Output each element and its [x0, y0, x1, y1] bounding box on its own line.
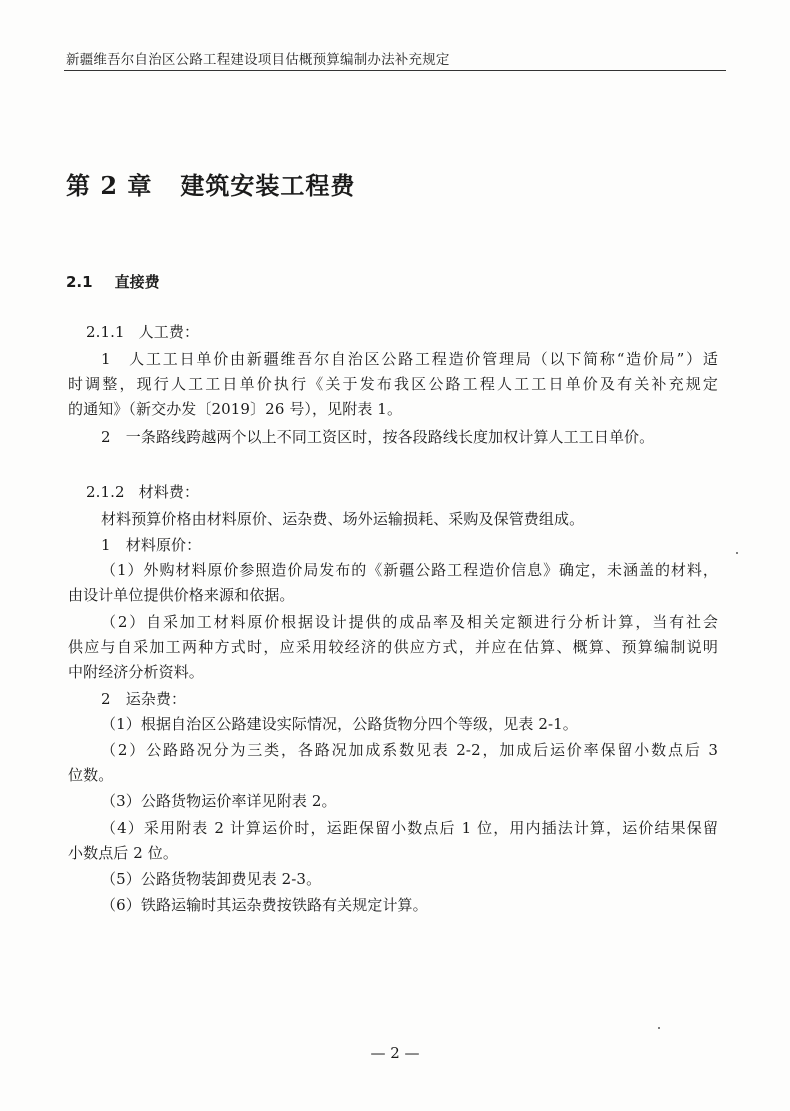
paragraph-line: 小数点后 2 位。	[68, 844, 178, 862]
paragraph-line: （5）公路货物装卸费见表 2-3。	[101, 870, 322, 888]
paragraph-line: 材料预算价格由材料原价、运杂费、场外运输损耗、采购及保管费组成。	[101, 510, 585, 528]
subsection-heading-materials	[86, 482, 199, 502]
section-heading	[66, 271, 160, 292]
paragraph-line: 的通知》（新交办发〔2019〕26 号），见附表 1。	[68, 400, 403, 418]
page-number: — 2 —	[370, 1044, 420, 1062]
paragraph-line: （2）自采加工材料原价根据设计提供的成品率及相关定额进行分析计算，当有社会	[101, 613, 718, 631]
subsection-number: 2.1.2	[86, 483, 125, 501]
paragraph-line: （6）铁路运输时其运杂费按铁路有关规定计算。	[101, 896, 428, 914]
paragraph-line: 位数。	[68, 766, 114, 784]
chapter-number: 第 2 章	[66, 171, 153, 200]
paragraph-line: （3）公路货物运价率详见附表 2。	[101, 792, 337, 810]
scan-speck	[736, 552, 738, 554]
subsection-name: 人工费：	[138, 323, 200, 341]
paragraph-line: 中附经济分析资料。	[68, 663, 204, 681]
chapter-title	[66, 166, 355, 201]
paragraph-line: 时调整，现行人工工日单价执行《关于发布我区公路工程人工工日单价及有关补充规定	[68, 375, 718, 393]
paragraph-line: （4）采用附表 2 计算运价时，运距保留小数点后 1 位，用内插法计算，运价结果保留	[101, 819, 718, 837]
section-name: 直接费	[114, 273, 160, 291]
paragraph-line: （2）公路路况分为三类，各路况加成系数见表 2-2，加成后运价率保留小数点后 3	[101, 741, 718, 759]
paragraph-line: 1 材料原价：	[101, 536, 202, 554]
running-header: 新疆维吾尔自治区公路工程建设项目估概预算编制办法补充规定	[66, 52, 450, 68]
subsection-heading-labor	[86, 322, 199, 342]
scan-speck	[658, 1027, 660, 1029]
subsection-number: 2.1.1	[86, 323, 125, 341]
paragraph-line: 供应与自采加工两种方式时，应采用较经济的供应方式，并应在估算、概算、预算编制说明	[68, 638, 718, 656]
subsection-name: 材料费：	[138, 483, 200, 501]
header-rule	[64, 70, 726, 71]
chapter-name: 建筑安装工程费	[180, 171, 356, 200]
paragraph-line: （1）外购材料原价参照造价局发布的《新疆公路工程造价信息》确定，未涵盖的材料，	[101, 561, 718, 579]
paragraph-line: （1）根据自治区公路建设实际情况，公路货物分四个等级，见表 2-1。	[101, 715, 578, 733]
section-number: 2.1	[66, 273, 93, 291]
paragraph-line: 1 人工工日单价由新疆维吾尔自治区公路工程造价管理局（以下简称“造价局”）适	[101, 350, 718, 368]
paragraph-line: 由设计单位提供价格来源和依据。	[68, 586, 295, 604]
paragraph-line: 2 一条路线跨越两个以上不同工资区时，按各段路线长度加权计算人工工日单价。	[101, 428, 655, 446]
paragraph-line: 2 运杂费：	[101, 690, 187, 708]
